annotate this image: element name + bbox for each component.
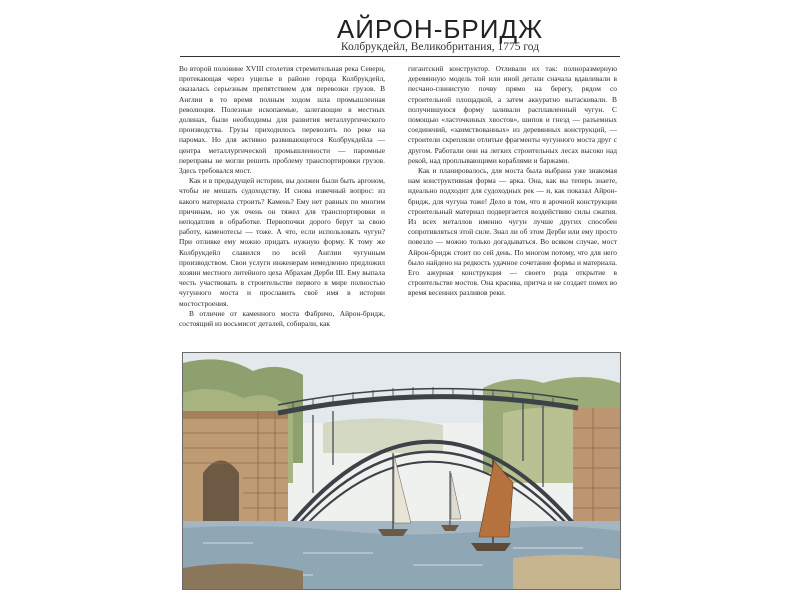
page-title: АЙРОН-БРИДЖ	[336, 14, 544, 44]
text-column-left	[179, 64, 385, 329]
bridge-illustration	[182, 352, 621, 590]
paragraph: Как и планировалось, для моста была выбрана уже знакомая нам конструктивная форма — арка. Она, как вы теперь знаете, идеально подходит для судоходных рек — и, как показал Айрон-бридж, для чугуна тоже! Дело в том, что в арочной конструкции строительный материал подвергается воздействию силы сжатия. Из всех металлов именно чугун лучше других способен сопротивляться этой силе. Знал ли об этом Дерби или ему просто повезло — можно только догадываться. Во всяком случае, мост Айрон-бридж стоит по сей день. По многом потому, что для него было найдено на редкость удачное сочетание формы и материала. Его ажурная конструкция — своего рода открытие в строительстве мостов. Она красива, притча и не создает помех во время весенних разливов реки.	[408, 166, 617, 298]
page-subtitle: Колбрукдейл, Великобритания, 1775 год	[340, 41, 540, 53]
paragraph: Как и в предыдущей истории, вы должен были быть аргоном, чтобы не мешать судоходству. И снова извечный вопрос: из какого материала строить? Камень? Ему нет равных по многим причинам, но уж очень он тяжел для транспортировки и неподатлив в обработке. Первопочки дорого берут за свою работу, каменотесы — тоже. А что, если использовать чугун? При отливке ему можно придать нужную форму. К тому же Колбрукдейл славился по всей Англии чугунным производством. Свои услуги инженерам немедленно предложил хозяин местного литейного цеха Абрахам Дерби III. Ему выпала честь участвовать в строительстве первого в мире полностью чугунного моста и прославить своё имя в истории мостостроения.	[179, 176, 385, 308]
text-column-right	[408, 64, 617, 299]
paragraph: Во второй половине XVIII столетия стремительная река Северн, протекающая через ущелье в районе города Колбрукдейл, оказалась серьезным препятствием для перевозки грузов. В Англии в то время полным ходом шла промышленная революция. Полезные ископаемые, залегающие в местных долинах, были необходимы для развития металлургического производства. Грузы приходилось перевозить по реке на паромах. Но для активно развивающегося Колбрукдейла — центра металлургической промышленности — паромные переправы не могли решить проблему транспортировки грузов. Здесь требовался мост.	[179, 64, 385, 176]
bridge-illustration-drawing	[183, 353, 620, 589]
title-divider	[180, 56, 620, 57]
paragraph: гигантский конструктор. Отливали их так: полноразмерную деревянную модель той или иной детали сначала вдавливали в песчано-глинистую почву прямо на берегу, рядом со строительной площадкой, а затем аккуратно вытаскивали. В получившуюся форму заливали расплавленный чугун. С помощью «ласточкиных хвостов», шипов и гнезд — разъемных соединений, «заимствованных» из деревянных конструкций, — строители скрепляли отлитые фрагменты чугунного моста друг с другом. Работали они на легких строительных лесах высоко над рекой, над проплывающими кораблями и баржами.	[408, 64, 617, 165]
paragraph: В отличие от каменного моста Фабричо, Айрон-бридж, состоящий из восьмисот деталей, собирали, как	[179, 308, 385, 329]
